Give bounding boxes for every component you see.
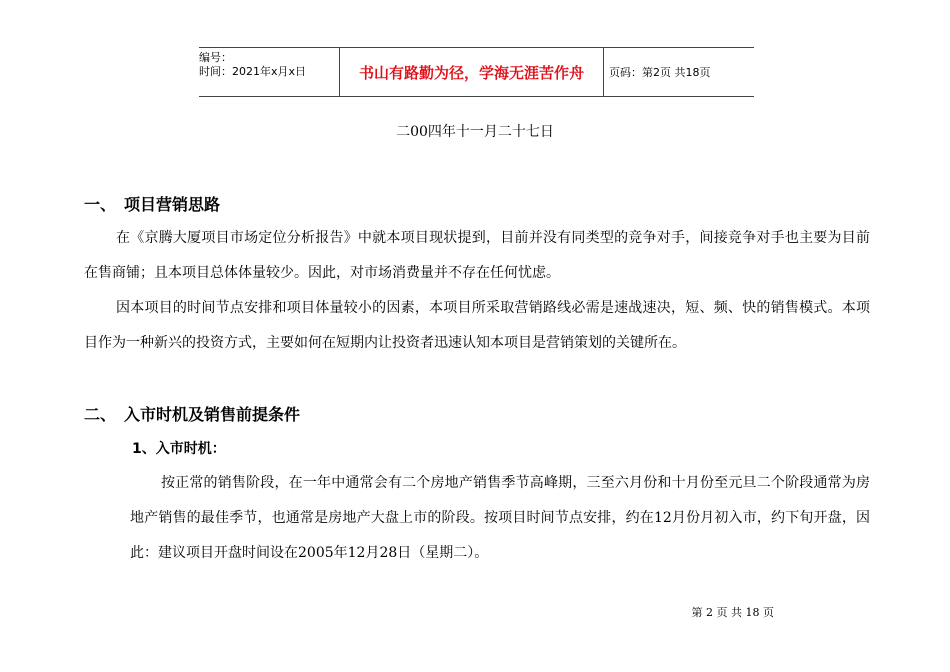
document-header	[199, 47, 754, 97]
section-title: 项目营销思路	[124, 195, 221, 214]
header-meta-cell	[199, 48, 339, 99]
section-heading-2	[84, 402, 300, 425]
header-page-code: 页码：第2页 共18页	[609, 66, 711, 79]
section-number: 一、	[84, 195, 117, 214]
number-label: 编号：	[199, 51, 232, 64]
paragraph: 因本项目的时间节点安排和项目体量较小的因素，本项目所采取营销路线必需是速战速决，短、频、快的销售模式。本项目作为一种新兴的投资方式，主要如何在短期内让投资者迅速认知本项目是营销策划的关键所在。	[84, 300, 870, 351]
subsection-heading: 1、入市时机：	[132, 441, 226, 457]
paragraph: 在《京腾大厦项目市场定位分析报告》中就本项目现状提到，目前并没有同类型的竞争对手，间接竞争对手也主要为目前在售商铺；且本项目总体体量较少。因此，对市场消费量并不存在任何忧虑。	[84, 230, 870, 281]
section-title: 入市时机及销售前提条件	[124, 405, 301, 424]
time-label: 时间：2021年x月x日	[199, 65, 307, 78]
page-footer: 第 2 页 共 18 页	[691, 606, 774, 619]
section-heading-1	[84, 192, 220, 215]
header-motto: 书山有路勤为径，学海无涯苦作舟	[339, 48, 604, 96]
section-number: 二、	[84, 405, 117, 424]
paragraph: 按正常的销售阶段，在一年中通常会有二个房地产销售季节高峰期，三至六月份和十月份至元旦二个阶段通常为房地产销售的最佳季节，也通常是房地产大盘上市的阶段。按项目时间节点安排，约在12月份月初入市，约下旬开盘，因此：建议项目开盘时间设在2005年12月28日（星期二）。	[130, 475, 870, 561]
document-date: 二00四年十一月二十七日	[396, 124, 554, 140]
